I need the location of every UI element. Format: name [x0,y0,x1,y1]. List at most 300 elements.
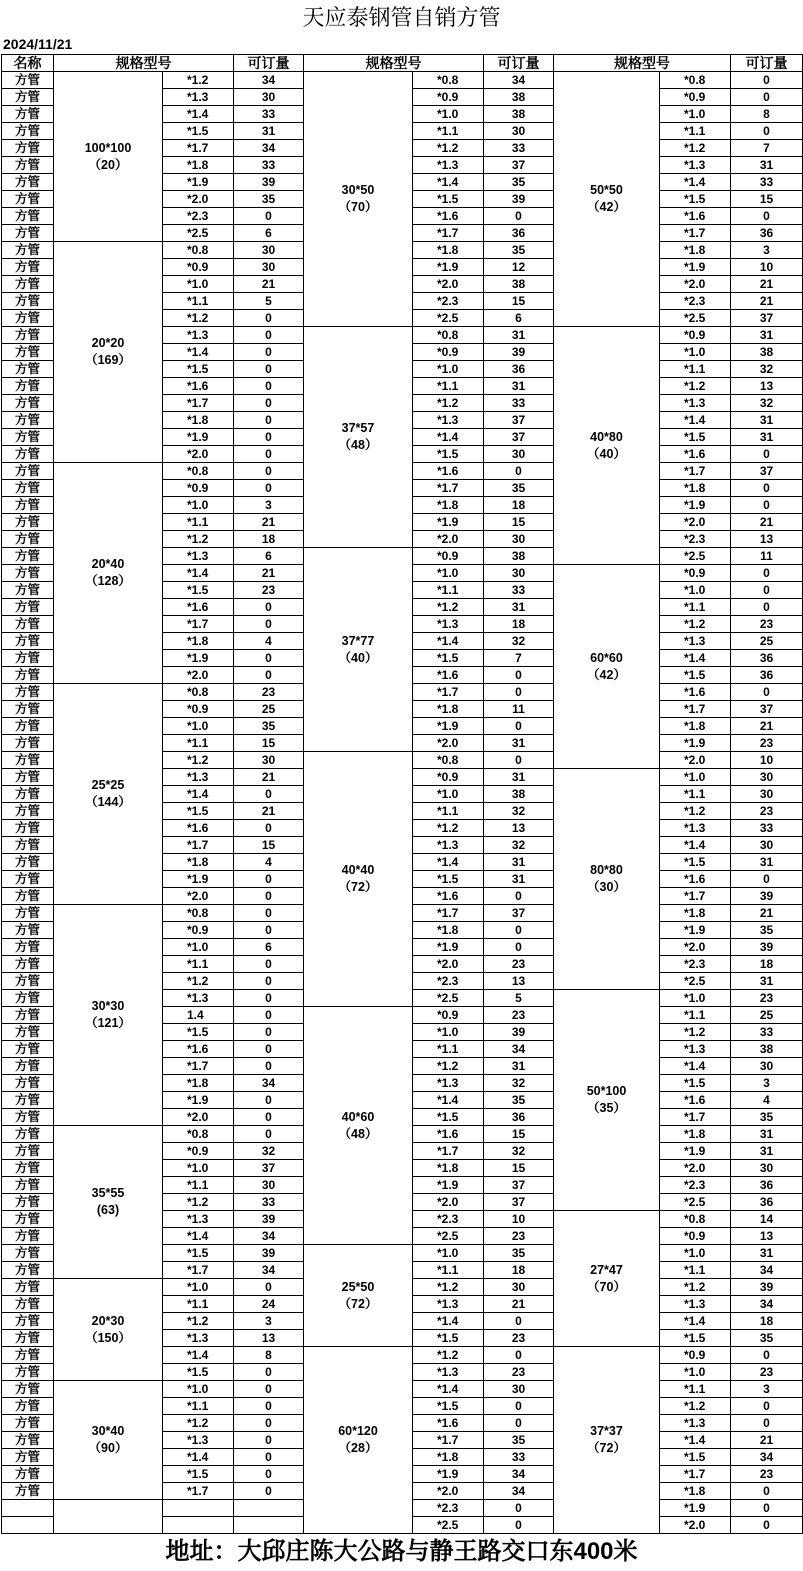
product-name-cell: 方管 [2,1483,54,1500]
spec-cell: *1.5 [163,582,234,599]
product-name-cell: 方管 [2,1347,54,1364]
qty-cell: 0 [234,1449,304,1466]
qty-cell: 23 [731,735,803,752]
spec-cell: *1.4 [413,1313,484,1330]
spec-cell: *1.6 [660,1092,731,1109]
product-name-cell: 方管 [2,1398,54,1415]
qty-cell: 14 [731,1211,803,1228]
qty-cell: 33 [731,174,803,191]
qty-cell: 37 [731,463,803,480]
qty-cell: 0 [731,582,803,599]
qty-cell: 0 [234,1279,304,1296]
qty-cell: 31 [731,429,803,446]
size-label: 40*60 [341,1109,375,1124]
qty-cell: 18 [731,1313,803,1330]
qty-cell: 36 [484,1109,554,1126]
spec-cell: *1.4 [660,1313,731,1330]
product-name-cell: 方管 [2,72,54,89]
qty-cell: 38 [484,106,554,123]
spec-cell: *0.9 [660,1228,731,1245]
spec-cell: *1.3 [413,1075,484,1092]
qty-cell: 0 [484,718,554,735]
qty-cell: 18 [731,956,803,973]
qty-cell: 38 [484,89,554,106]
spec-cell: *1.8 [413,497,484,514]
spec-cell: *2.3 [660,531,731,548]
header-qty: 可订量 [234,55,304,72]
qty-cell: 37 [484,1177,554,1194]
product-name-cell: 方管 [2,327,54,344]
qty-cell: 32 [234,1143,304,1160]
spec-cell: *1.4 [660,650,731,667]
qty-cell: 35 [234,191,304,208]
product-name-cell: 方管 [2,667,54,684]
qty-cell: 15 [731,191,803,208]
size-label: 30*50 [341,183,375,197]
date-label: 2024/11/21 [3,36,73,52]
spec-cell: *1.1 [660,361,731,378]
qty-cell: 30 [484,565,554,582]
qty-cell: 15 [234,837,304,854]
size-cell [554,1211,660,1347]
qty-cell: 31 [484,378,554,395]
spec-cell: *1.5 [413,650,484,667]
qty-cell: 0 [484,939,554,956]
spec-cell: *1.3 [413,1364,484,1381]
spec-cell: *1.0 [413,1024,484,1041]
size-count: （70） [338,200,378,214]
qty-cell: 36 [484,225,554,242]
spec-cell: *1.3 [163,769,234,786]
spec-cell: *1.2 [413,1058,484,1075]
spec-cell: *1.0 [660,769,731,786]
spec-cell: *0.8 [660,1211,731,1228]
spec-cell: *1.3 [163,89,234,106]
qty-cell: 31 [731,1245,803,1262]
spec-cell: *1.2 [660,1398,731,1415]
qty-cell: 0 [731,1500,803,1517]
spec-cell: *1.6 [163,1041,234,1058]
qty-cell: 0 [234,650,304,667]
spec-cell: *1.4 [413,429,484,446]
header-name: 名称 [2,55,54,72]
qty-cell: 0 [234,1483,304,1500]
spec-cell: *1.4 [413,174,484,191]
qty-cell: 0 [234,463,304,480]
spec-cell: *1.0 [660,1364,731,1381]
spec-cell: *2.5 [413,310,484,327]
spec-cell: *2.5 [660,548,731,565]
size-count: （28） [338,1441,378,1455]
spec-cell: *1.9 [660,735,731,752]
qty-cell: 6 [234,548,304,565]
spec-cell: *1.0 [163,718,234,735]
qty-cell: 13 [731,1228,803,1245]
spec-cell: *1.0 [413,1245,484,1262]
product-name-cell: 方管 [2,888,54,905]
qty-cell: 0 [234,973,304,990]
spec-cell: *1.3 [163,327,234,344]
qty-cell: 36 [731,225,803,242]
header-row [2,55,803,72]
spec-cell: *1.2 [660,140,731,157]
product-name-cell: 方管 [2,259,54,276]
qty-cell: 5 [484,990,554,1007]
qty-cell: 0 [234,480,304,497]
qty-cell: 36 [731,650,803,667]
qty-cell: 30 [234,259,304,276]
spec-cell: *1.0 [163,1381,234,1398]
qty-cell: 39 [234,1211,304,1228]
qty-cell: 39 [234,1245,304,1262]
qty-cell: 0 [234,1415,304,1432]
size-cell [554,72,660,327]
size-count: （30） [587,880,626,894]
qty-cell: 0 [234,361,304,378]
qty-cell: 33 [234,1194,304,1211]
spec-cell: *1.5 [163,1466,234,1483]
qty-cell: 0 [234,820,304,837]
spec-cell: *0.9 [163,701,234,718]
spec-cell: *1.2 [413,1347,484,1364]
product-name-cell: 方管 [2,242,54,259]
spec-cell: *1.8 [660,480,731,497]
size-count: （20） [88,157,128,172]
product-name-cell: 方管 [2,616,54,633]
size-count: （42） [587,667,626,682]
spec-cell: *2.3 [163,208,234,225]
spec-cell: *1.3 [660,1415,731,1432]
qty-cell: 18 [484,1262,554,1279]
product-name-cell: 方管 [2,922,54,939]
spec-cell: *2.5 [660,1194,731,1211]
qty-cell: 31 [731,412,803,429]
spec-cell: *2.0 [413,956,484,973]
spec-cell: *1.7 [660,888,731,905]
qty-cell: 21 [234,565,304,582]
qty-cell: 35 [484,1245,554,1262]
spec-cell: *0.8 [413,752,484,769]
header-qty: 可订量 [484,55,554,72]
qty-cell: 0 [234,1041,304,1058]
spec-cell: *1.9 [660,922,731,939]
spec-cell: *1.1 [163,1177,234,1194]
qty-cell: 37 [484,412,554,429]
qty-cell: 32 [731,361,803,378]
qty-cell: 21 [234,803,304,820]
product-name-cell: 方管 [2,1364,54,1381]
qty-cell: 10 [731,259,803,276]
product-name-cell: 方管 [2,871,54,888]
spec-cell: *1.1 [660,1007,731,1024]
size-count: （150） [85,1330,131,1345]
qty-cell: 33 [234,106,304,123]
qty-cell: 0 [234,616,304,633]
product-name-cell: 方管 [2,140,54,157]
product-name-cell: 方管 [2,310,54,327]
qty-cell: 18 [484,616,554,633]
qty-cell: 0 [731,480,803,497]
spec-cell: *1.9 [660,497,731,514]
product-name-cell: 方管 [2,1075,54,1092]
qty-cell: 31 [731,327,803,344]
qty-cell: 37 [484,429,554,446]
qty-cell: 38 [484,786,554,803]
product-name-cell: 方管 [2,769,54,786]
spec-cell: *1.9 [163,1092,234,1109]
qty-cell: 39 [731,888,803,905]
qty-cell: 13 [484,820,554,837]
qty-cell: 35 [484,242,554,259]
spec-cell: *1.7 [413,684,484,701]
spec-cell: *2.5 [413,990,484,1007]
spec-cell: *1.6 [163,599,234,616]
qty-cell: 6 [234,939,304,956]
spec-cell: *1.8 [660,242,731,259]
spec-cell: *1.5 [163,803,234,820]
spec-cell: *1.5 [163,1024,234,1041]
spec-cell: *1.8 [660,718,731,735]
size-label: 20*20 [91,336,125,350]
spec-cell: *1.0 [660,582,731,599]
qty-cell: 30 [731,837,803,854]
qty-cell: 30 [731,786,803,803]
qty-cell: 23 [731,803,803,820]
qty-cell: 0 [234,1364,304,1381]
spec-cell: *1.3 [163,1211,234,1228]
spec-cell: *1.1 [163,293,234,310]
spec-cell [163,1517,234,1534]
spec-cell: *1.9 [413,718,484,735]
qty-cell: 13 [731,531,803,548]
qty-cell: 23 [484,956,554,973]
size-label: 27*47 [590,1262,623,1277]
spec-cell: *1.7 [660,463,731,480]
qty-cell: 0 [234,1466,304,1483]
spec-cell: *0.8 [413,327,484,344]
qty-cell: 30 [234,1177,304,1194]
size-cell [304,1245,413,1347]
size-label: 20*40 [91,557,125,571]
size-label: 37*57 [341,421,375,435]
size-count: （72） [587,1441,626,1455]
spec-cell: *1.4 [660,1432,731,1449]
spec-cell: *1.8 [660,905,731,922]
product-name-cell [2,1500,54,1517]
spec-cell: *1.2 [660,1024,731,1041]
spec-cell: *1.9 [413,1466,484,1483]
product-name-cell: 方管 [2,531,54,548]
qty-cell: 38 [731,344,803,361]
product-name-cell: 方管 [2,1381,54,1398]
spec-cell: *0.9 [163,922,234,939]
size-count: （40） [587,446,626,461]
spec-cell: *0.9 [413,769,484,786]
size-cell [304,1347,413,1534]
spec-cell: *2.3 [660,956,731,973]
qty-cell: 34 [234,72,304,89]
product-name-cell: 方管 [2,548,54,565]
spec-cell: *2.0 [163,1109,234,1126]
qty-cell: 0 [234,378,304,395]
qty-cell: 3 [731,1381,803,1398]
header-qty: 可订量 [731,55,803,72]
spec-cell: *1.1 [660,599,731,616]
spec-cell: *1.0 [413,106,484,123]
header-spec: 规格型号 [554,55,731,72]
spec-cell: *1.7 [413,905,484,922]
qty-cell [234,1500,304,1517]
size-cell [304,1007,413,1245]
spec-cell: *1.1 [163,956,234,973]
spec-cell: *1.7 [660,701,731,718]
qty-cell: 31 [484,871,554,888]
qty-cell: 35 [731,922,803,939]
qty-cell: 31 [731,1143,803,1160]
product-name-cell: 方管 [2,378,54,395]
spec-cell: *1.3 [660,820,731,837]
spec-cell: *1.0 [163,1279,234,1296]
qty-cell: 3 [234,1313,304,1330]
spec-cell: *1.5 [660,854,731,871]
table-row [2,72,803,89]
spec-cell: *1.0 [163,276,234,293]
product-name-cell: 方管 [2,344,54,361]
qty-cell: 23 [484,1330,554,1347]
product-name-cell: 方管 [2,225,54,242]
qty-cell: 33 [484,1449,554,1466]
qty-cell: 35 [484,1432,554,1449]
qty-cell: 0 [484,1500,554,1517]
qty-cell: 8 [234,1347,304,1364]
product-name-cell: 方管 [2,803,54,820]
spec-cell: *1.2 [163,531,234,548]
size-cell [554,565,660,769]
qty-cell: 35 [484,480,554,497]
product-name-cell: 方管 [2,1432,54,1449]
qty-cell: 0 [731,446,803,463]
qty-cell: 33 [484,140,554,157]
qty-cell: 0 [731,123,803,140]
spec-cell: *1.5 [163,1245,234,1262]
spec-cell: *1.6 [413,208,484,225]
size-label: 30*40 [91,1424,125,1438]
spec-cell: *1.3 [413,1296,484,1313]
product-name-cell: 方管 [2,684,54,701]
spec-cell: *1.7 [413,480,484,497]
qty-cell: 0 [484,1415,554,1432]
spec-cell: *0.8 [660,72,731,89]
address-footer: 地址：大邱庄陈大公路与静王路交口东400米 [165,1538,638,1565]
qty-cell: 0 [234,667,304,684]
spec-cell: *2.3 [660,293,731,310]
product-name-cell: 方管 [2,106,54,123]
spec-cell: *1.4 [163,1228,234,1245]
spec-cell: *1.5 [413,446,484,463]
spec-cell: *1.2 [413,140,484,157]
qty-cell: 4 [234,854,304,871]
qty-cell: 0 [484,888,554,905]
product-name-cell: 方管 [2,1279,54,1296]
product-name-cell: 方管 [2,174,54,191]
page-title: 天应泰钢管自销方管 [302,6,501,31]
qty-cell: 0 [731,565,803,582]
size-cell [554,769,660,990]
size-count: （48） [338,1126,378,1141]
spec-cell: *1.5 [660,667,731,684]
spec-cell: *1.1 [413,1262,484,1279]
product-name-cell: 方管 [2,1109,54,1126]
size-count: (63) [96,1203,120,1217]
spec-cell: *1.1 [163,514,234,531]
product-name-cell: 方管 [2,395,54,412]
product-name-cell: 方管 [2,1296,54,1313]
spec-cell: *1.1 [163,1398,234,1415]
qty-cell: 0 [731,89,803,106]
qty-cell: 0 [731,1415,803,1432]
spec-cell: *1.0 [163,1160,234,1177]
qty-cell: 6 [484,310,554,327]
spec-cell: *1.4 [163,1449,234,1466]
qty-cell: 0 [234,1058,304,1075]
qty-cell: 21 [484,1296,554,1313]
spec-cell: *0.9 [163,259,234,276]
product-name-cell: 方管 [2,1415,54,1432]
qty-cell: 11 [731,548,803,565]
qty-cell: 30 [731,1160,803,1177]
spec-cell: *1.9 [660,1500,731,1517]
product-name-cell: 方管 [2,1092,54,1109]
spec-cell: *1.1 [413,123,484,140]
spec-cell: *1.7 [163,837,234,854]
spec-cell: *1.3 [660,157,731,174]
qty-cell: 30 [484,531,554,548]
spec-cell: *2.3 [413,1500,484,1517]
qty-cell: 31 [234,123,304,140]
spec-cell: *1.1 [660,1381,731,1398]
qty-cell: 13 [234,1330,304,1347]
product-name-cell [2,1517,54,1534]
product-name-cell: 方管 [2,276,54,293]
spec-cell: *1.3 [660,1041,731,1058]
qty-cell: 13 [731,378,803,395]
product-name-cell: 方管 [2,1024,54,1041]
spec-cell: *2.5 [163,225,234,242]
spec-cell: *1.8 [163,412,234,429]
spec-cell: *1.7 [163,140,234,157]
qty-cell: 23 [484,1228,554,1245]
product-name-cell: 方管 [2,208,54,225]
spec-cell: *0.8 [413,72,484,89]
qty-cell: 35 [484,174,554,191]
qty-cell: 21 [731,514,803,531]
size-cell [54,1500,163,1534]
qty-cell: 30 [234,89,304,106]
qty-cell: 0 [484,752,554,769]
size-label: 25*25 [91,778,125,792]
spec-cell: *1.2 [163,1415,234,1432]
qty-cell: 15 [484,514,554,531]
size-label: 50*100 [586,1084,627,1098]
spec-cell: *1.7 [163,1262,234,1279]
spec-cell: *2.3 [413,1211,484,1228]
spec-cell: *2.5 [413,1517,484,1534]
qty-cell: 0 [731,599,803,616]
product-name-cell: 方管 [2,752,54,769]
qty-cell: 23 [731,616,803,633]
qty-cell: 0 [484,1347,554,1364]
spec-cell: *1.7 [413,1143,484,1160]
